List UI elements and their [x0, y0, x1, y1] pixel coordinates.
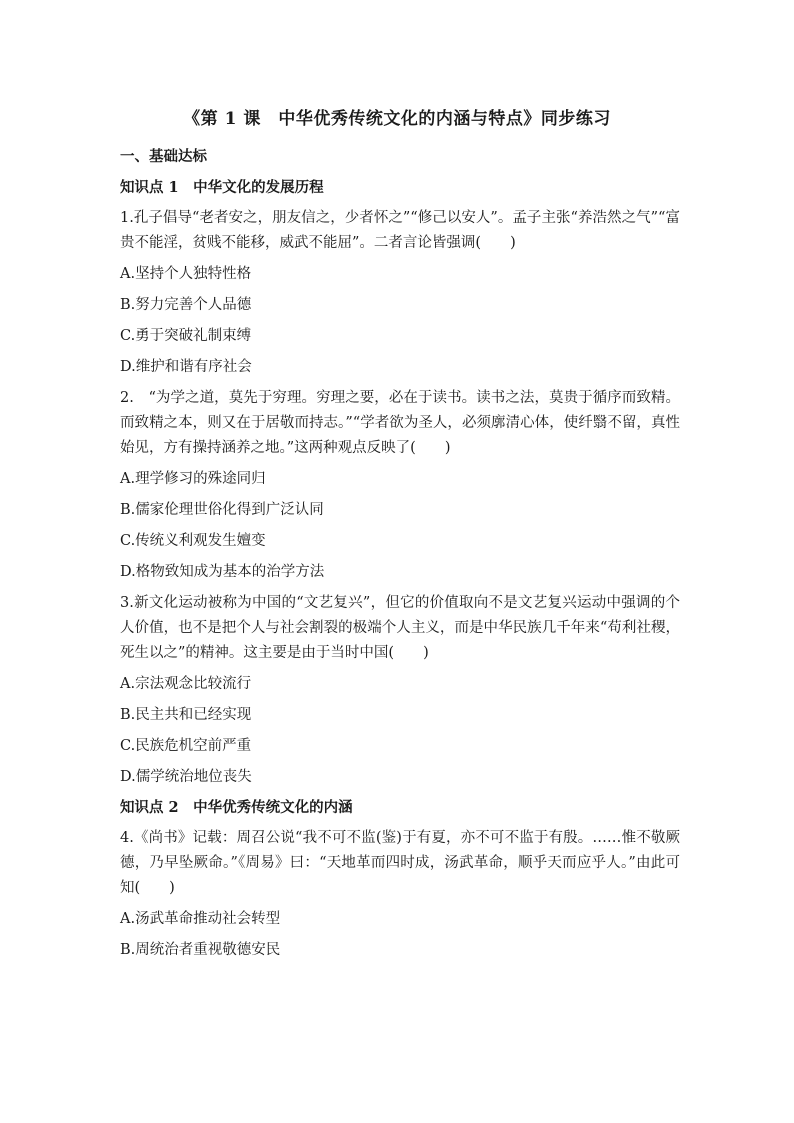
page-title: 《第 1 课 中华优秀传统文化的内涵与特点》同步练习 [183, 109, 611, 129]
knowledge-point-heading: 知识点 2 中华优秀传统文化的内涵 [120, 799, 353, 816]
question-stem: 1.孔子倡导“老者安之，朋友信之，少者怀之”“修己以安人”。孟子主张“养浩然之气”“富贵不能淫，贫贱不能移，威武不能屈”。二者言论皆强调( ) [120, 210, 680, 251]
option-a: A.理学修习的殊途同归 [120, 471, 266, 487]
section-heading: 一、基础达标 [120, 148, 207, 165]
question-stem: 4.《尚书》记载：周召公说“我不可不监(鉴)于有夏，亦不可不监于有殷。……惟不敬厥德，乃早坠厥命。”《周易》曰：“天地革而四时成，汤武革命，顺乎天而应乎人。”由此可知( ) [120, 830, 680, 896]
question-3 [120, 591, 680, 790]
option-d: D.格物致知成为基本的治学方法 [120, 564, 325, 580]
option-b: B.儒家伦理世俗化得到广泛认同 [120, 502, 324, 518]
option-a: A.汤武革命推动社会转型 [120, 911, 281, 927]
option-d: D.儒学统治地位丧失 [120, 769, 252, 785]
option-c: C.传统义利观发生嬗变 [120, 533, 266, 549]
question-stem: 3.新文化运动被称为中国的“文艺复兴”，但它的价值取向不是文艺复兴运动中强调的个人价值，也不是把个人与社会割裂的极端个人主义，而是中华民族几千年来“苟利社稷，死生以之”的精神。这主要是由于当时中国( ) [120, 595, 680, 661]
question-2 [120, 386, 680, 585]
knowledge-point-heading: 知识点 1 中华文化的发展历程 [120, 179, 324, 196]
option-d: D.维护和谐有序社会 [120, 359, 252, 375]
option-c: C.民族危机空前严重 [120, 738, 252, 754]
question-stem: 2. “为学之道，莫先于穷理。穷理之要，必在于读书。读书之法，莫贵于循序而致精。而致精之本，则又在于居敬而持志。”“学者欲为圣人，必须廓清心体，使纤翳不留，真性始见，方有操持涵养之地。”这两种观点反映了( ) [120, 390, 680, 456]
question-4 [120, 826, 680, 963]
option-b: B.周统治者重视敬德安民 [120, 942, 281, 958]
option-a: A.宗法观念比较流行 [120, 676, 252, 692]
document-body [120, 145, 680, 969]
option-c: C.勇于突破礼制束缚 [120, 328, 252, 344]
question-1 [120, 206, 680, 380]
option-b: B.努力完善个人品德 [120, 297, 252, 313]
option-a: A.坚持个人独特性格 [120, 266, 252, 282]
option-b: B.民主共和已经实现 [120, 707, 252, 723]
